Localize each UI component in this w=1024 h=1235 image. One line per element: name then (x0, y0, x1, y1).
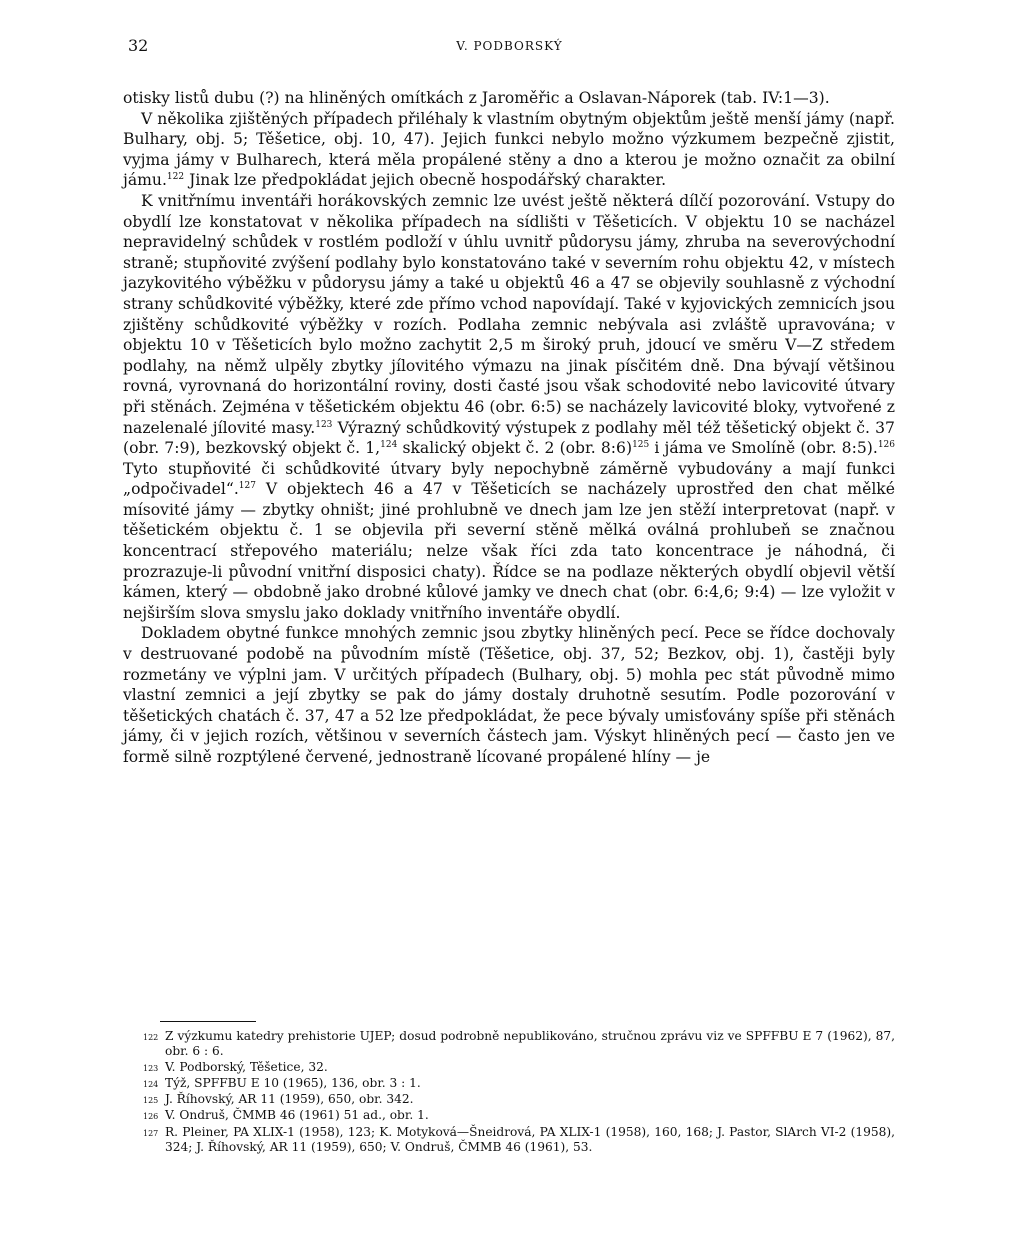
footnote (143, 1108, 895, 1124)
paragraph-text: i jáma ve Smolíně (obr. 8:5). (649, 439, 878, 458)
paragraph (123, 109, 895, 191)
footnote-number: 126 (143, 1112, 159, 1122)
paragraph (123, 191, 895, 623)
paragraph-text: Jinak lze předpokládat jejich obecně hospodářský charakter. (184, 171, 667, 190)
footnote-reference: 122 (166, 172, 185, 183)
footnote (143, 1125, 895, 1156)
footnote-text: Z výzkumu katedry prehistorie UJEP; dosud podrobně nepublikováno, stručnou zprávu viz ve SPFFBU E 7 (1962), 87, obr. 6 : 6. (165, 1029, 895, 1059)
paragraph-text: skalický objekt č. 2 (obr. 8:6) (397, 439, 633, 458)
paragraph-text: Dokladem obytné funkce mnohých zemnic jsou zbytky hliněných pecí. Pece se řídce dochovaly v destruované podobě na původním místě (Těšetice, obj. 37, 52; Bezkov, obj. 1), častěji byly rozmetány ve výplni jam. V určitých případech (Bulhary, obj. 5) mohla pec stát původně mimo vlastní zemnici a její zbytky se pak do jámy dostaly druhotně sesutím. Podle pozorování v těšetických chatách č. 37, 47 a 52 lze předpokládat, že pece bývaly umisťovány spíše při stěnách jámy, či v jejich rozích, většinou v severních částech jam. Výskyt hliněných pecí — často jen ve formě silně rozptýlené červené, jednostraně lícované propálené hlíny — je (123, 624, 895, 766)
footnote-number: 123 (143, 1063, 159, 1073)
footnote (143, 1076, 895, 1092)
paragraph (123, 88, 895, 109)
footnote-text: V. Podborský, Těšetice, 32. (165, 1059, 328, 1074)
paragraph-text: Tyto stupňovité či schůdkovité útvary byly nepochybně záměrně vybudovány a mají funkci „odpočivadel“. (123, 459, 895, 499)
footnote-text: R. Pleiner, PA XLIX-1 (1958), 123; K. Motyková—Šneidrová, PA XLIX-1 (1958), 160, 168; J. Pastor, SlArch VI-2 (1958), 324; J. Říhovský, AR 11 (1959), 650; V. Ondruš, ČMMB 46 (1961), 53. (165, 1124, 895, 1155)
footnote-rule (160, 1021, 256, 1022)
paragraph-text: V několika zjištěných případech přiléhaly k vlastním obytným objektům ještě menší jámy (např. Bulhary, obj. 5; Těšetice, obj. 10, 47). Jejich funkci nebylo možno výzkumem bezpečně zjistit, vyjma jámy v Bulharech, která měla propálené stěny a dno a kterou je možno označit za obilní jámu. (123, 109, 895, 190)
footnote-number: 122 (143, 1033, 159, 1042)
footnote-text: Týž, SPFFBU E 10 (1965), 136, obr. 3 : 1. (165, 1075, 421, 1090)
footnote-reference: 126 (877, 440, 896, 451)
footnote-number: 127 (143, 1128, 159, 1138)
footnote (143, 1029, 895, 1060)
page-header (123, 36, 896, 56)
footnotes (143, 1029, 895, 1155)
footnote (143, 1060, 895, 1076)
footnote-reference: 125 (632, 440, 650, 451)
footnote (143, 1092, 895, 1108)
paragraph (123, 623, 895, 767)
footnote-reference: 127 (238, 481, 256, 492)
paragraph-text: otisky listů dubu (?) na hliněných omítkách z Jaroměřic a Oslavan-Náporek (tab. IV:1—3). (123, 89, 830, 107)
paragraph-text: V objektech 46 a 47 v Těšeticích se nacházely uprostřed den chat mělké mísovité jámy — zbytky ohništ; jiné prohlubně ve dnech jam lze jen stěží interpretovat (např. v těšetickém objektu č. 1 se objevila při severní stěně mělká oválná prohlubeň se značnou koncentrací střepového materiálu; nelze však říci zda tato koncentrace je náhodná, či prozrazuje-li původní vnitřní disposici chaty). Řídce se na podlaze některých obydlí objevil větší kámen, který — obdobně jako drobné kůlové jamky ve dnech chat (obr. 6:4,6; 9:4) — lze vyložit v nejširším slova smyslu jako doklady vnitřního inventáře obydlí. (123, 480, 895, 622)
paragraph-text: Výrazný schůdkovitý výstupek z podlahy měl též těšetický objekt č. 37 (obr. 7:9), bezkovský objekt č. 1, (123, 418, 895, 458)
paragraph-text: K vnitřnímu inventáři horákovských zemnic lze uvést ještě některá dílčí pozorování. Vstupy do obydlí lze konstatovat v několika případech na sídlišti v Těšeticích. V objektu 10 se nacházel nepravidelný schůdek v rostlém podloží v úhlu uvnitř půdorysu jámy, zhruba na severovýchodní straně; stupňovité zvýšení podlahy bylo konstatováno také v severním rohu objektu 42, v místech jazykovitého výběžku v půdorysu jámy a také u objektů 46 a 47 se objevily souhlasně z východní strany schůdkovité výběžky, které zde přímo vchod napovídají. Také v kyjovických zemnicích jsou zjištěny schůdkovité výběžky v rozích. Podlaha zemnic nebývala asi zvláště upravována; v objektu 10 v Těšeticích bylo možno zachytit 2,5 m široký pruh, jdoucí ve směru V—Z středem podlahy, na němž ulpěly zbytky jílovitého výmazu na jinak písčitém dně. Dna bývají většinou rovná, vyrovnaná do horizontální roviny, dosti časté jsou však schodovité nebo lavicovité útvary při stěnách. Zejména v těšetickém objektu 46 (obr. 6:5) se nacházely lavicovité bloky, vytvořené z nazelenalé jílovité masy. (123, 191, 895, 437)
footnote-number: 124 (143, 1079, 159, 1089)
footnote-text: J. Říhovský, AR 11 (1959), 650, obr. 342. (165, 1092, 414, 1107)
running-head: V. PODBORSKÝ (456, 39, 563, 53)
footnote-reference: 123 (315, 419, 333, 430)
page-number: 32 (128, 36, 149, 55)
footnote-reference: 124 (380, 440, 398, 451)
body-text (123, 88, 895, 768)
footnote-number: 125 (143, 1096, 159, 1106)
footnote-text: V. Ondruš, ČMMB 46 (1961) 51 ad., obr. 1. (165, 1108, 429, 1123)
